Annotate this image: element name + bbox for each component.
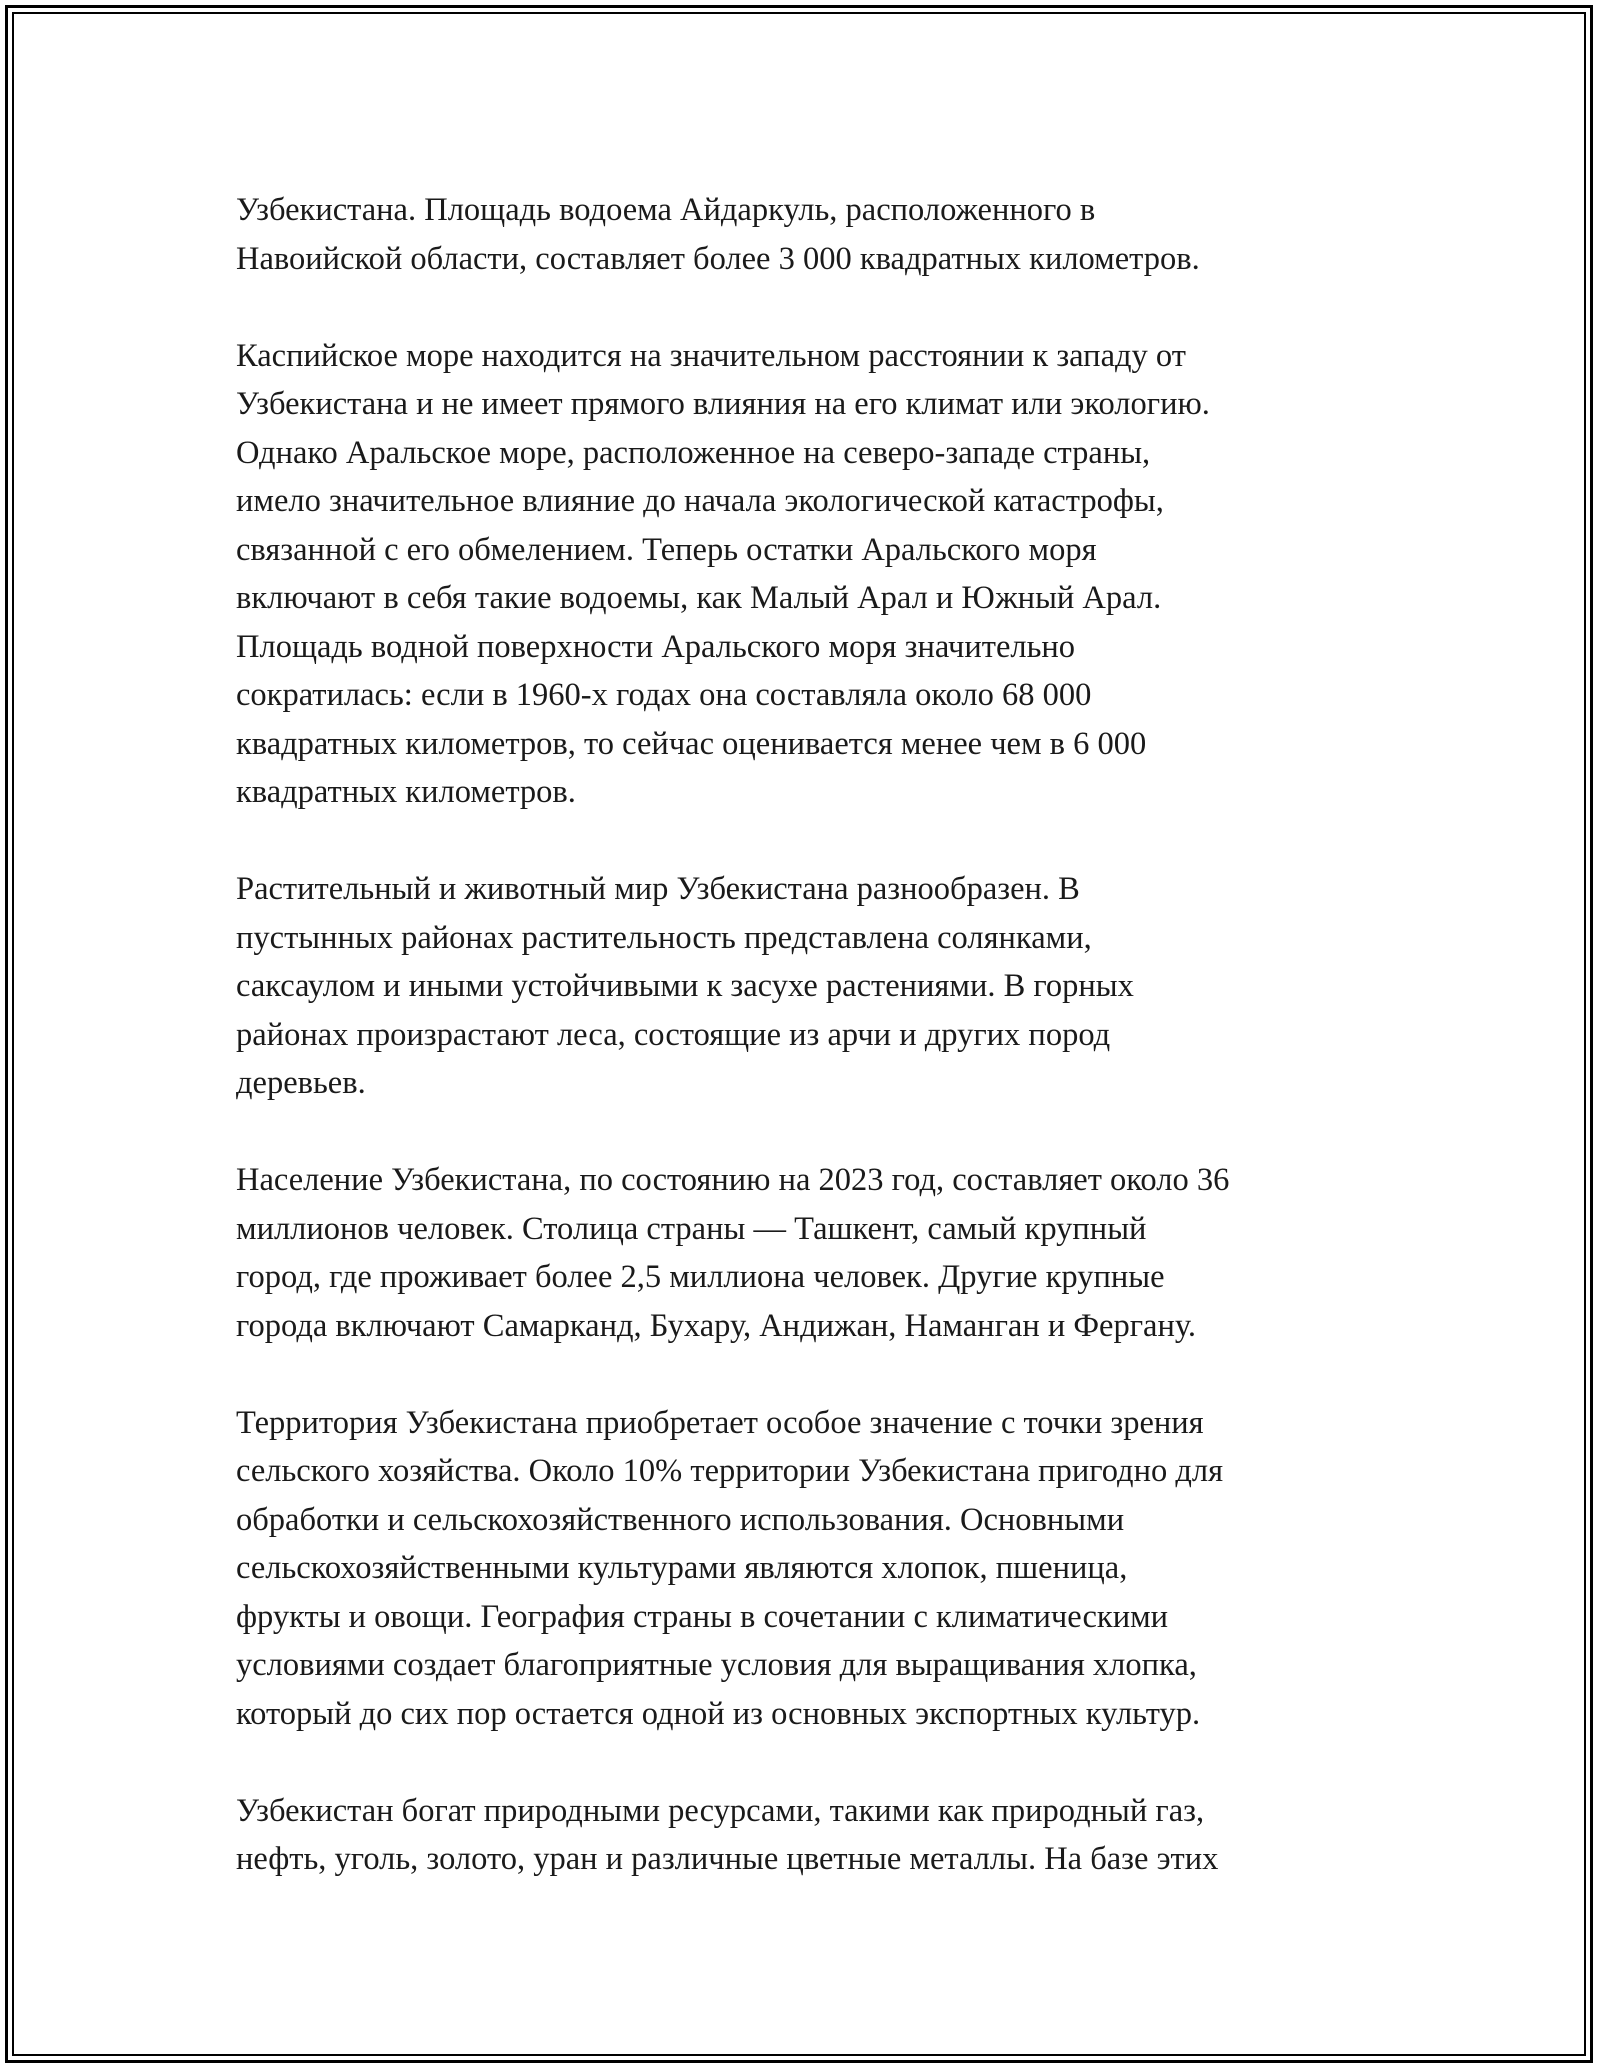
paragraph-population: Население Узбекистана, по состоянию на 2023 год, составляет около 36 миллионов человек. Столица страны — Ташкент, самый крупный город, где проживает более 2,5 миллиона человек. Другие крупные города включают Самарканд, Бухару, Андижан, Наманган и Фергану. [236, 1162, 1230, 1344]
paragraph-resources: Узбекистан богат природными ресурсами, такими как природный газ, нефть, уголь, золото, уран и различные цветные металлы. На базе этих [236, 1792, 1219, 1877]
paragraph-aydarkul: Узбекистана. Площадь водоема Айдаркуль, расположенного в Навоийской области, составляет более 3 000 квадратных километров. [236, 192, 1200, 277]
paragraph-seas: Каспийское море находится на значительном расстоянии к западу от Узбекистана и не имеет прямого влияния на его климат или экологию. Однако Аральское море, расположенное на северо-западе страны, имело значительное влияние до начала экологической катастрофы, связанной с его обмелением. Теперь остатки Аральского моря включают в себя такие водоемы, как Малый Арал и Южный Арал. Площадь водной поверхности Аральского моря значительно сократилась: если в 1960-х годах она составляла около 68 000 квадратных километров, то сейчас оценивается менее чем в 6 000 квадратных километров. [236, 337, 1210, 810]
paragraph-flora-fauna: Растительный и животный мир Узбекистана разнообразен. В пустынных районах растительность представлена солянками, саксаулом и иными устойчивыми к засухе растениями. В горных районах произрастают леса, состоящие из арчи и других пород деревьев. [236, 871, 1134, 1101]
document-body [236, 186, 1386, 1932]
paragraph-agriculture: Территория Узбекистана приобретает особое значение с точки зрения сельского хозяйства. Около 10% территории Узбекистана пригодно для обработки и сельскохозяйственного использования. Основными сельскохозяйственными культурами являются хлопок, пшеница, фрукты и овощи. География страны в сочетании с климатическими условиями создает благоприятные условия для выращивания хлопка, который до сих пор остается одной из основных экспортных культур. [236, 1404, 1224, 1732]
